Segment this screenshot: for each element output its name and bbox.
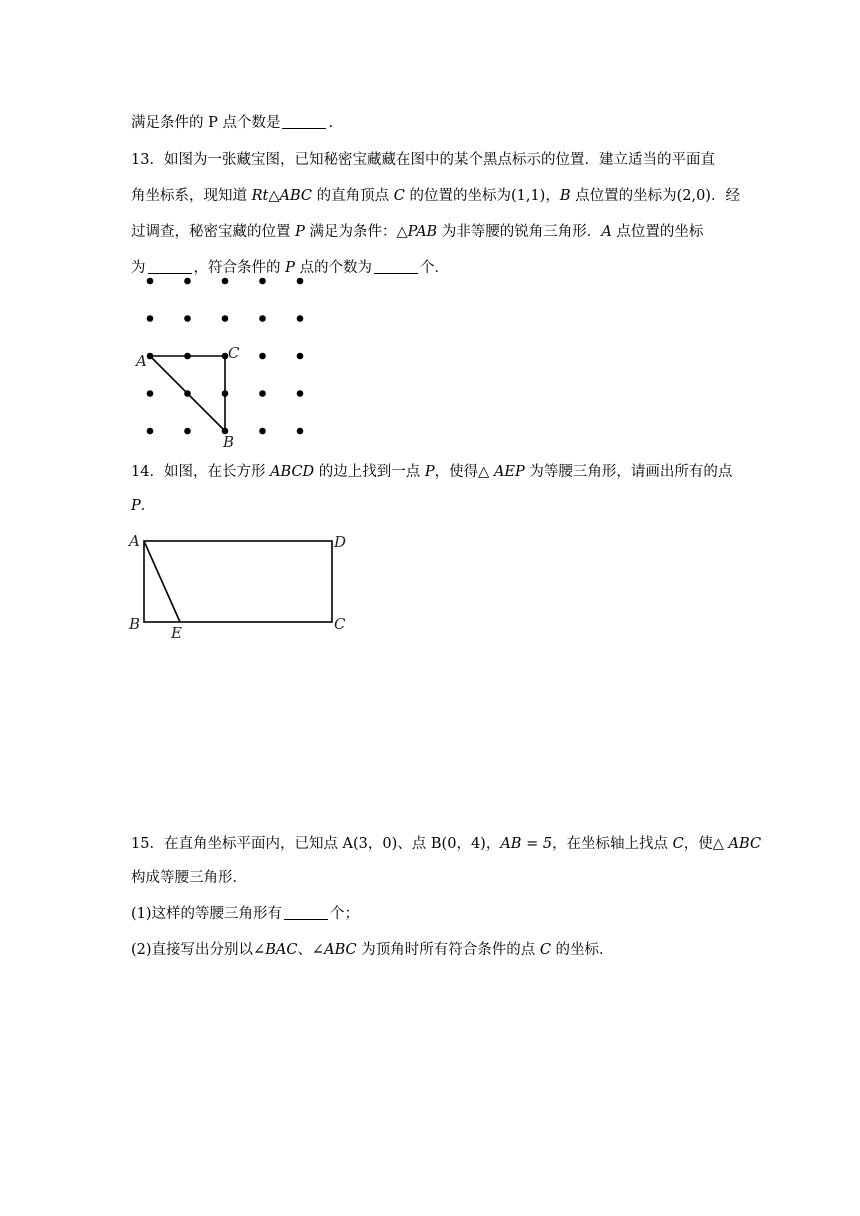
q13-math-c: C (393, 188, 405, 204)
q13-text: 点位置的坐标 (616, 224, 704, 240)
q13-text: 为 (131, 260, 146, 276)
q14-line-2 (131, 496, 155, 516)
q13-text: 点位置的坐标为(2,0)．经 (575, 188, 740, 204)
q12-tail-line (131, 113, 333, 133)
q15-math-abc: ABC (324, 942, 357, 958)
grid-dot (259, 428, 266, 435)
q14-text: 14．如图，在长方形 (131, 464, 266, 480)
grid-dot (184, 428, 191, 435)
grid-dot (259, 390, 266, 397)
rectangle-figure (128, 530, 358, 645)
grid-dot (297, 278, 304, 285)
label-b: B (223, 433, 235, 451)
grid-dot (297, 315, 304, 322)
q14-text: 为等腰三角形，请画出所有的点 (529, 464, 733, 480)
q13-text: 角坐标系，现知道 (131, 188, 247, 204)
q13-math-rt: Rt (251, 188, 269, 204)
grid-dot (147, 428, 154, 435)
q15-text: ，使△ (683, 836, 724, 852)
q13-line-3 (131, 222, 703, 242)
grid-dot (297, 390, 304, 397)
label-c: C (334, 615, 346, 633)
q15-math-abc: ABC (728, 836, 762, 852)
grid-dot (297, 353, 304, 360)
label-e: E (171, 624, 182, 642)
q15-answer-blank[interactable] (284, 905, 328, 920)
grid-dot (184, 315, 191, 322)
q13-math-abc: ABC (279, 188, 313, 204)
q14-line-1 (131, 462, 732, 482)
q15-text: 构成等腰三角形． (131, 870, 247, 886)
q15-text: 15．在直角坐标平面内，已知点 A(3，0)、点 B(0，4)， (131, 836, 501, 852)
q15-line-3 (131, 904, 359, 924)
grid-dot (147, 315, 154, 322)
rectangle-abcd (144, 541, 332, 622)
grid-dot (259, 315, 266, 322)
q15-text: 为顶角时所有符合条件的点 (361, 942, 536, 958)
q13-math-p: P (285, 260, 295, 276)
q15-text: (2)直接写出分别以∠ (131, 942, 266, 958)
grid-dot (147, 390, 154, 397)
q15-line-4 (131, 940, 614, 960)
q13-line-1 (131, 150, 715, 170)
q13-text: 点的个数为 (299, 260, 372, 276)
q13-triangle-symbol: △ (268, 188, 280, 204)
q14-math-p: P (424, 464, 435, 480)
q13-text: 满足为条件：△ (309, 224, 408, 240)
label-a: A (136, 352, 147, 370)
label-d: D (334, 533, 347, 551)
q13-math-p: P (295, 224, 305, 240)
q15-line-1 (131, 834, 761, 854)
q15-text: 个； (330, 906, 360, 922)
grid-dot (184, 278, 191, 285)
q13-line-2 (131, 186, 740, 206)
q14-text: ． (140, 498, 156, 514)
q14-math-abcd: ABCD (270, 464, 315, 480)
q15-text: 、∠ (297, 942, 325, 958)
q14-text: 的边上找到一点 (318, 464, 421, 480)
q13-text: 的位置的坐标为(1,1)， (409, 188, 560, 204)
q13-text: 为非等腰的锐角三角形． (441, 224, 602, 240)
q15-text: 的坐标． (555, 942, 614, 958)
q13-text: 个． (419, 260, 449, 276)
q12-text: 满足条件的 P 点个数是 (131, 115, 281, 131)
q13-math-pab: PAB (407, 224, 438, 240)
grid-dot (222, 315, 229, 322)
treasure-map-figure (130, 272, 330, 452)
label-a: A (129, 532, 140, 550)
label-c: C (228, 344, 240, 362)
grid-dot (222, 278, 229, 285)
grid-dot (259, 278, 266, 285)
q15-line-2 (131, 868, 247, 888)
q15-text: ，在坐标轴上找点 (552, 836, 669, 852)
q13-math-b: B (559, 188, 571, 204)
q13-answer-blank-count[interactable] (374, 259, 418, 274)
q13-text: 的直角顶点 (316, 188, 390, 204)
q13-text: ，符合条件的 (193, 260, 281, 276)
q13-text: 过调查，秘密宝藏的位置 (131, 224, 291, 240)
q15-math-c: C (672, 836, 684, 852)
q12-answer-blank[interactable] (282, 114, 326, 129)
grid-dot (259, 353, 266, 360)
q14-math-p: P (131, 498, 141, 514)
q15-math-ab: AB = 5 (500, 836, 553, 852)
q15-text: (1)这样的等腰三角形有 (131, 906, 283, 922)
q15-math-c: C (539, 942, 551, 958)
q15-math-bac: BAC (265, 942, 298, 958)
q13-text-1: 13．如图为一张藏宝图，已知秘密宝藏藏在图中的某个黑点标示的位置．建立适当的平面直 (131, 152, 715, 168)
segment-ae (144, 541, 180, 622)
grid-dot (297, 428, 304, 435)
q12-end: . (328, 115, 334, 131)
label-b: B (129, 615, 141, 633)
q14-text: ，使得△ (434, 464, 490, 480)
grid-dot (147, 278, 154, 285)
q13-math-a: A (601, 224, 612, 240)
q14-math-aep: AEP (493, 464, 525, 480)
segment-ab (150, 356, 225, 431)
